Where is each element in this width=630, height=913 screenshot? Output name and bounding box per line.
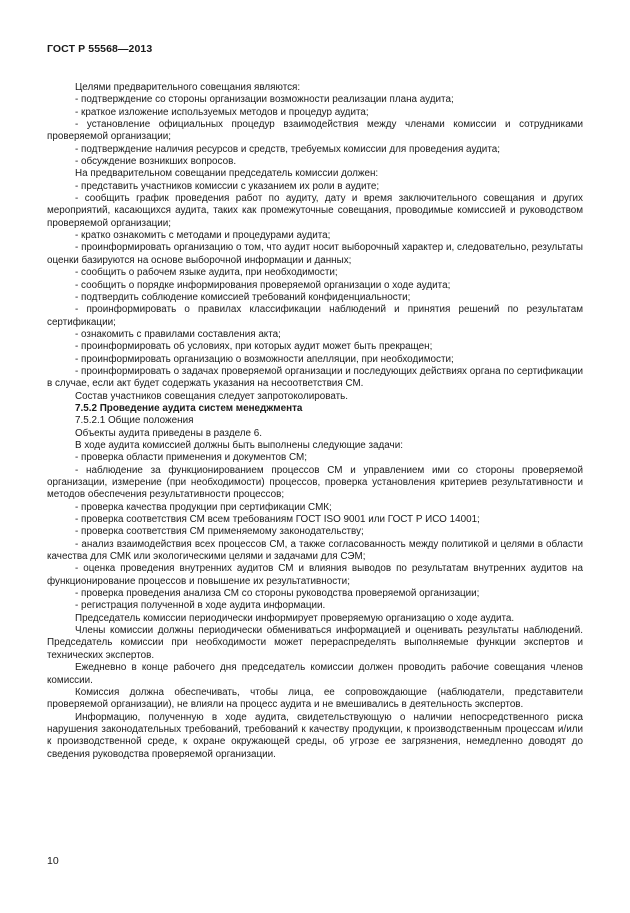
body-paragraph: - краткое изложение используемых методов и процедур аудита;: [75, 106, 369, 118]
body-paragraph: - проверка проведения анализа СМ со стороны руководства проверяемой организации;: [75, 588, 480, 600]
body-paragraph: Информацию, полученную в ходе аудита, свидетельствующую о наличии непосредственного риска нарушения законодательных требований, требований к качеству продукции, к производственным процессам и/или к производственной среде, к охране окружающей среды, об угрозе ее загрязнения, немедленно доводят до сведения руководства проверяемой организации.: [47, 711, 583, 760]
body-paragraph: Объекты аудита приведены в разделе 6.: [75, 427, 263, 439]
body-paragraph: - сообщить о рабочем языке аудита, при необходимости;: [75, 267, 338, 279]
body-paragraph: - оценка проведения внутренних аудитов СМ и влияния выводов по результатам внутренних аудитов на функционирование процессов и повышение их результативности;: [47, 563, 583, 587]
body-paragraph: На предварительном совещании председатель комиссии должен:: [75, 168, 379, 180]
body-paragraph: - ознакомить с правилами составления акта;: [75, 328, 281, 340]
body-paragraph: - проинформировать о правилах классификации наблюдений и принятия решений по результатам сертификации;: [47, 304, 583, 328]
body-paragraph: - наблюдение за функционированием процессов СМ и управлением ими со стороны проверяемой организации, измерение (при необходимости) процессов, проверка установления критериев результативности и методов обеспечения результативности процессов;: [47, 464, 583, 501]
body-paragraph: - проинформировать организацию о том, что аудит носит выборочный характер и, следовательно, результаты оценки базируются на основе выборочной информации и данных;: [47, 242, 583, 266]
body-paragraph: - проверка соответствия СМ всем требованиям ГОСТ ISO 9001 или ГОСТ Р ИСО 14001;: [75, 514, 480, 526]
body-paragraph: - проверка качества продукции при сертификации СМК;: [75, 501, 332, 513]
body-paragraph: - установление официальных процедур взаимодействия между членами комиссии и сотрудниками проверяемой организации;: [47, 119, 583, 143]
body-paragraph: - представить участников комиссии с указанием их роли в аудите;: [75, 180, 380, 192]
document-body: [47, 82, 583, 761]
body-paragraph: - подтвердить соблюдение комиссией требований конфиденциальности;: [75, 291, 411, 303]
body-paragraph: - проинформировать о задачах проверяемой организации и последующих действиях органа по сертификации в случае, если акт будет содержать указания на несоответствия СМ.: [47, 365, 583, 390]
body-paragraph: - кратко ознакомить с методами и процедурами аудита;: [75, 230, 331, 242]
page-number: 10: [47, 855, 59, 867]
body-paragraph: В ходе аудита комиссией должны быть выполнены следующие задачи:: [75, 439, 403, 451]
document-header: ГОСТ Р 55568—2013: [47, 43, 153, 55]
body-paragraph: Целями предварительного совещания являются:: [75, 82, 301, 93]
section-heading: 7.5.2 Проведение аудита систем менеджмента: [75, 402, 303, 414]
body-paragraph: - сообщить график проведения работ по аудиту, дату и время заключительного совещания и других мероприятий, касающихся аудита, таких как промежуточные совещания, проводимые комиссией и руководством проверяемой организации;: [47, 193, 583, 229]
body-paragraph: - проинформировать об условиях, при которых аудит может быть прекращен;: [75, 341, 433, 353]
body-paragraph: - анализ взаимодействия всех процессов СМ, а также согласованность между политикой и целями в области качества для СМК или экологическими целями и задачами для СЭМ;: [47, 538, 583, 563]
body-paragraph: - проверка области применения и документов СМ;: [75, 452, 307, 464]
body-paragraph: - обсуждение возникших вопросов.: [75, 156, 237, 168]
body-paragraph: - подтверждение со стороны организации возможности реализации плана аудита;: [75, 94, 454, 106]
body-paragraph: Комиссия должна обеспечивать, чтобы лица, ее сопровождающие (наблюдатели, представители проверяемой организации), не влияли на процесс аудита и не вмешивались в деятельность экспертов.: [47, 686, 583, 711]
body-paragraph: Члены комиссии должны периодически обмениваться информацией и оценивать результаты наблюдений. Председатель комиссии при необходимости может перераспределять выполняемые функции экспертов и технических экспертов.: [47, 625, 583, 661]
body-paragraph: - сообщить о порядке информирования проверяемой организации о ходе аудита;: [75, 279, 451, 291]
body-paragraph: 7.5.2.1 Общие положения: [75, 415, 194, 427]
body-paragraph: - подтверждение наличия ресурсов и средств, требуемых комиссии для проведения аудита;: [75, 143, 500, 155]
body-paragraph: - проинформировать организацию о возможности апелляции, при необходимости;: [75, 353, 454, 365]
body-paragraph: - проверка соответствия СМ применяемому законодательству;: [75, 526, 364, 538]
body-paragraph: Состав участников совещания следует запротоколировать.: [75, 390, 349, 402]
body-paragraph: Председатель комиссии периодически информирует проверяемую организацию о ходе аудита.: [75, 612, 515, 624]
body-paragraph: - регистрация полученной в ходе аудита информации.: [75, 600, 326, 612]
body-paragraph: Ежедневно в конце рабочего дня председатель комиссии должен проводить рабочие совещания членов комиссии.: [47, 662, 583, 686]
